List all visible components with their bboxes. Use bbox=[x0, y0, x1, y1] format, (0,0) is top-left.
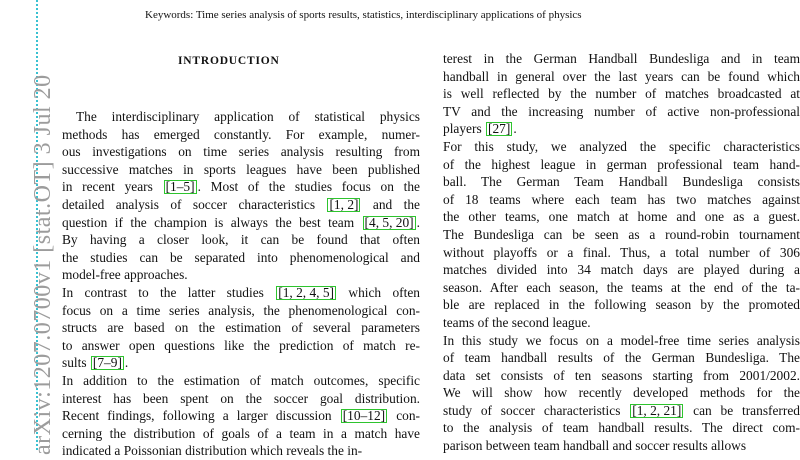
paragraph bbox=[443, 332, 800, 455]
text-line: cerning the distribution of goals of a team in a match have bbox=[62, 425, 420, 441]
text-line bbox=[62, 284, 420, 302]
text-line: is well reflected by the number of matches broadcasted at bbox=[443, 86, 800, 102]
text-line: season. After each season, the teams at the end of the ta- bbox=[443, 279, 800, 295]
text-line bbox=[443, 402, 800, 420]
text-segment: In contrast to the latter studies bbox=[62, 284, 276, 300]
text-line bbox=[62, 407, 420, 425]
text-segment: . bbox=[513, 121, 517, 137]
text-line: without playoffs or a final. Thus, a total number of 306 bbox=[443, 244, 800, 260]
citation-link[interactable]: [1–5] bbox=[165, 179, 195, 195]
paragraph bbox=[62, 284, 420, 372]
paragraph bbox=[443, 138, 800, 332]
text-segment: players bbox=[443, 121, 486, 137]
text-segment: question if the champion is always the best team bbox=[62, 214, 362, 230]
text-line: structs are based on the estimation of several parameters bbox=[62, 320, 420, 336]
text-line bbox=[62, 354, 420, 372]
text-line: of team handball results of the German Bundesliga. The bbox=[443, 350, 800, 366]
text-line: interest has been spent on the soccer goal distribution. bbox=[62, 390, 420, 406]
text-line: model-free approaches. bbox=[62, 267, 188, 283]
text-segment: detailed analysis of soccer characteristics bbox=[62, 196, 327, 212]
citation-link[interactable]: [7–9] bbox=[92, 355, 122, 371]
text-line: the other teams, one match at home and one as a guest. bbox=[443, 209, 800, 225]
text-line: ous investigations on time series analysis resulting from bbox=[62, 144, 420, 160]
citation-link[interactable]: [27] bbox=[488, 121, 511, 137]
arxiv-side-stamp: arXiv:1207.0700v1 [stat.OT] 3 Jul 20 bbox=[30, 74, 56, 455]
text-segment: can be transferred bbox=[684, 402, 800, 418]
text-segment: con- bbox=[388, 408, 420, 424]
citation-link[interactable]: [10–12] bbox=[342, 408, 386, 424]
text-line: In this study we focus on a model-free time series analysis bbox=[443, 332, 800, 348]
text-line: handball in general over the last years can be found which bbox=[443, 68, 800, 84]
text-segment: sults bbox=[62, 355, 90, 371]
text-line: indicated a Poissonian distribution which reveals the in- bbox=[62, 443, 363, 459]
citation-link[interactable]: [4, 5, 20] bbox=[364, 214, 414, 230]
text-segment: which often bbox=[337, 284, 421, 300]
text-line: ble are replaced in the following season by the promoted bbox=[443, 297, 800, 313]
citation-link[interactable]: [1, 2, 21] bbox=[632, 402, 682, 418]
text-line: successive matches in sports leagues have been published bbox=[62, 161, 420, 177]
text-segment: . Most of the studies focus on the bbox=[197, 179, 421, 195]
text-segment: study of soccer characteristics bbox=[443, 402, 630, 418]
text-segment: . bbox=[124, 355, 129, 371]
text-line: focus on a time series analysis, the phenomenological con- bbox=[62, 302, 420, 318]
text-line bbox=[62, 196, 420, 214]
paragraph bbox=[62, 372, 420, 460]
text-line bbox=[62, 214, 420, 232]
text-line: teams of the second league. bbox=[443, 314, 591, 330]
text-line: TV and the increasing number of active non-professional bbox=[443, 103, 800, 119]
paragraph bbox=[443, 50, 800, 138]
text-line: By having a closer look, it can be found that often bbox=[62, 232, 420, 248]
text-line: the studies can be separated into phenomenological and bbox=[62, 249, 420, 265]
text-line: ball. The German Team Handball Bundesliga consists bbox=[443, 174, 800, 190]
text-line: The Bundesliga can be seen as a round-robin tournament bbox=[443, 226, 800, 242]
text-segment: Recent findings, following a larger discussion bbox=[62, 408, 340, 424]
text-segment: . bbox=[416, 214, 420, 230]
text-line: parison between team handball and soccer results allows bbox=[443, 438, 747, 454]
text-line: to answer open questions like the prediction of match re- bbox=[62, 337, 420, 353]
citation-link[interactable]: [1, 2] bbox=[329, 196, 359, 212]
text-segment: and the bbox=[361, 196, 420, 212]
text-line: of the highest league in german professional team hand- bbox=[443, 156, 800, 172]
text-line: terest in the German Handball Bundesliga and in team bbox=[443, 51, 800, 66]
text-line bbox=[443, 120, 800, 138]
text-line: We will show how recently developed methods for the bbox=[443, 385, 800, 401]
text-line: For this study, we analyzed the specific characteristics bbox=[443, 138, 800, 154]
text-segment: in recent years bbox=[62, 179, 163, 195]
text-line: The interdisciplinary application of statistical physics bbox=[76, 109, 420, 124]
keywords-line: Keywords: Time series analysis of sports results, statistics, interdisciplinary applications of physics bbox=[145, 9, 582, 21]
text-line: methods has emerged constantly. For example, numer- bbox=[62, 126, 420, 142]
text-line: data set consists of ten seasons starting from 2001/2002. bbox=[443, 367, 800, 383]
paragraph bbox=[62, 108, 420, 284]
section-heading: INTRODUCTION bbox=[178, 55, 280, 67]
left-column bbox=[62, 108, 420, 460]
citation-link[interactable]: [1, 2, 4, 5] bbox=[278, 284, 335, 300]
text-line: In addition to the estimation of match outcomes, specific bbox=[62, 372, 420, 388]
text-line: matches divided into 34 match days are played during a bbox=[443, 262, 800, 278]
text-line: to the analysis of team handball results. The direct com- bbox=[443, 420, 800, 436]
right-column bbox=[443, 50, 800, 455]
text-line bbox=[62, 178, 420, 196]
text-line: of 18 teams where each team has two matches against bbox=[443, 191, 800, 207]
